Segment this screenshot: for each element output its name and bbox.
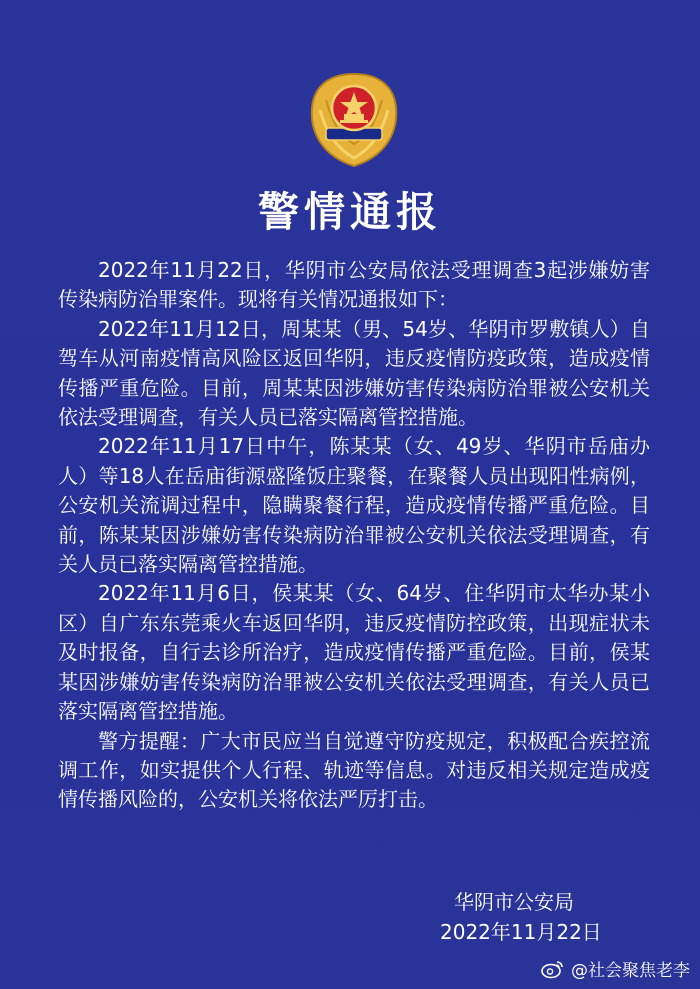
paragraph-case-2: 2022年11月17日中午，陈某某（女、49岁、华阴市岳庙办人）等18人在岳庙街源盛隆饭庄聚餐，在聚餐人员出现阳性病例，公安机关流调过程中，隐瞒聚餐行程，造成疫情传播严重危险。目前，陈某某因涉嫌妨害传染病防治罪被公安机关依法受理调查，有关人员已落实隔离管控措施。: [58, 434, 650, 577]
notice-title: 警情通报: [258, 188, 442, 236]
paragraph-reminder: 警方提醒：广大市民应当自觉遵守防疫规定，积极配合疾控流调工作，如实提供个人行程、轨迹等信息。对违反相关规定造成疫情传播风险的，公安机关将依法严厉打击。: [58, 728, 650, 812]
weibo-icon: [541, 959, 565, 979]
paragraph-intro: 2022年11月22日，华阴市公安局依法受理调查3起涉嫌妨害传染病防治罪案件。现将有关情况通报如下：: [58, 258, 650, 312]
weibo-watermark: [541, 956, 690, 981]
paragraph-case-3: 2022年11月6日，侯某某（女、64岁、住华阴市太华办某小区）自广东东莞乘火车返回华阴，违反疫情防控政策，出现症状未及时报备，自行去诊所治疗，造成疫情传播严重危险。目前，侯某某因涉嫌妨害传染病防治罪被公安机关依法受理调查，有关人员已落实隔离管控措施。: [58, 581, 650, 724]
police-emblem-icon: [306, 70, 402, 170]
signature-date: 2022年11月22日: [440, 920, 602, 944]
signature-block: [440, 887, 670, 947]
paragraph-case-1: 2022年11月12日，周某某（男、54岁、华阴市罗敷镇人）自驾车从河南疫情高风险区返回华阴，违反疫情防疫政策，造成疫情传播严重危险。目前，周某某因涉嫌妨害传染病防治罪被公安机关依法受理调查，有关人员已落实隔离管控措施。: [58, 316, 650, 430]
watermark-text: @社会聚焦老李: [571, 961, 690, 981]
signature-org: 华阴市公安局: [454, 890, 574, 914]
notice-body: [58, 256, 650, 815]
